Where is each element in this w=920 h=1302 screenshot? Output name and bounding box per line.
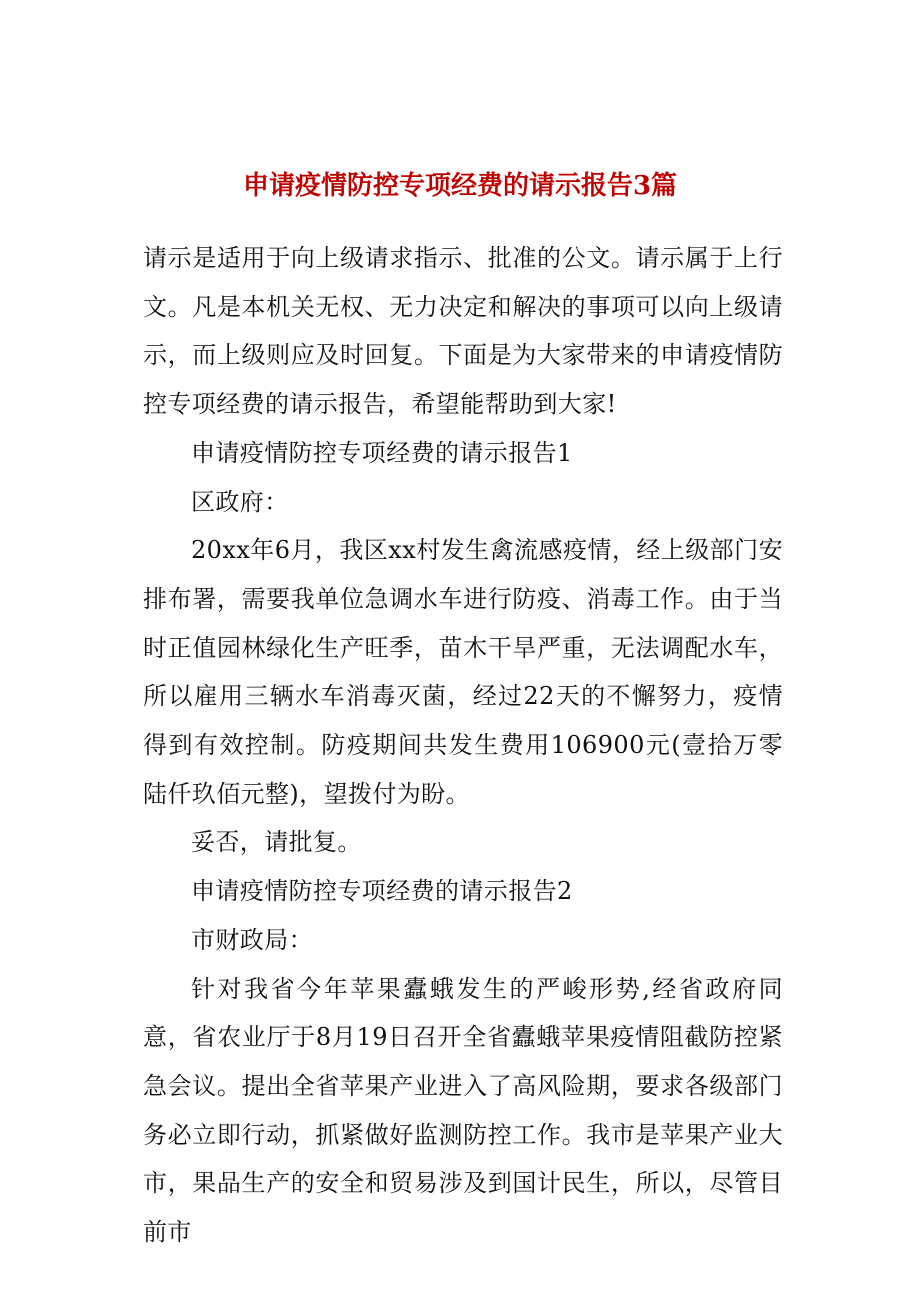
body-paragraph-2: 针对我省今年苹果蠹蛾发生的严峻形势,经省政府同意，省农业厅于8月19日召开全省蠹蛾苹果疫情阻截防控紧急会议。提出全省苹果产业进入了高风险期，要求各级部门务必立即行动，抓紧做好监测防控工作。我市是苹果产业大市，果品生产的安全和贸易涉及到国计民生，所以，尽管目前市 — [143, 974, 783, 1247]
salutation-2: 市财政局： — [191, 925, 313, 954]
section-heading-2: 申请疫情防控专项经费的请示报告2 — [191, 877, 573, 906]
document-body — [143, 234, 783, 1257]
body-paragraph-1: 20xx年6月，我区xx村发生禽流感疫情，经上级部门安排布署，需要我单位急调水车进行防疫、消毒工作。由于当时正值园林绿化生产旺季，苗木干旱严重，无法调配水车，所以雇用三辆水车消毒灭菌，经过22天的不懈努力，疫情得到有效控制。防疫期间共发生费用106900元(壹拾万零陆仟玖佰元整)，望拨付为盼。 — [143, 536, 783, 808]
intro-paragraph: 请示是适用于向上级请求指示、批准的公文。请示属于上行文。凡是本机关无权、无力决定和解决的事项可以向上级请示，而上级则应及时回复。下面是为大家带来的申请疫情防控专项经费的请示报告，希望能帮助到大家! — [143, 244, 783, 419]
salutation-1: 区政府： — [191, 487, 289, 516]
document-title: 申请疫情防控专项经费的请示报告3篇 — [242, 171, 678, 201]
section-heading-1: 申请疫情防控专项经费的请示报告1 — [191, 438, 573, 467]
closing-line-1: 妥否，请批复。 — [191, 828, 362, 857]
